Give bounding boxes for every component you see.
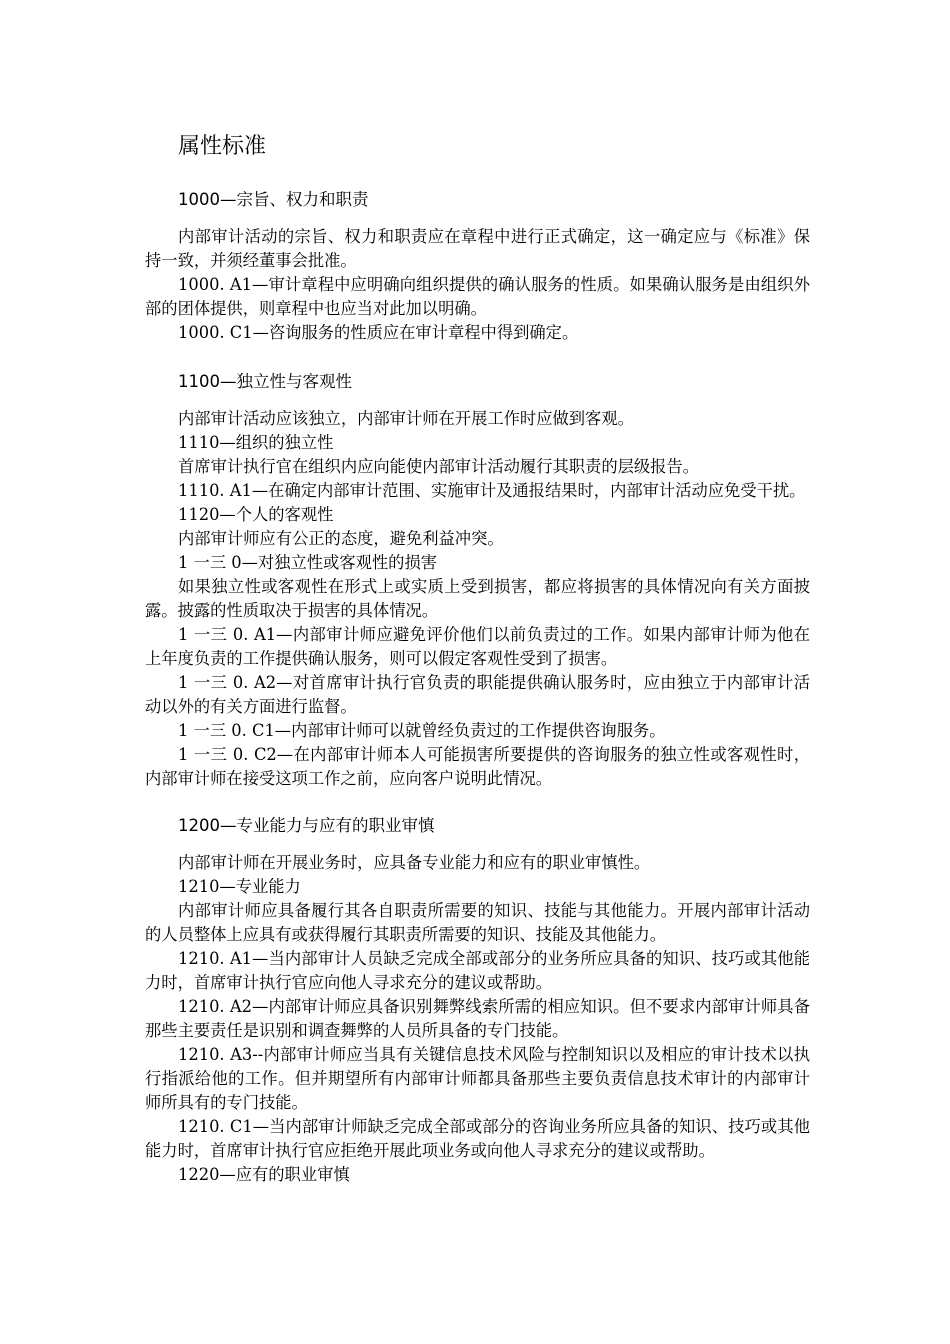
subsection-heading: 1220—应有的职业审慎 [178,1165,350,1184]
paragraph: 1210. A2—内部审计师应具备识别舞弊线索所需的相应知识。但不要求内部审计师具备那些主要责任是识别和调查舞弊的人员所具备的专门技能。 [145,997,810,1040]
section-heading: 1000—宗旨、权力和职责 [178,190,369,209]
section-1100 [145,370,810,791]
paragraph: 内部审计活动应该独立，内部审计师在开展工作时应做到客观。 [178,409,634,428]
document-title: 属性标准 [178,134,267,159]
paragraph: 1 一三 0. A2—对首席审计执行官负责的职能提供确认服务时，应由独立于内部审计活动以外的有关方面进行监督。 [145,673,810,716]
paragraph: 内部审计师应有公正的态度，避免利益冲突。 [178,529,504,548]
subsection-heading: 1210—专业能力 [178,877,301,896]
paragraph: 1 一三 0. A1—内部审计师应避免评价他们以前负责过的工作。如果内部审计师为他在上年度负责的工作提供确认服务，则可以假定客观性受到了损害。 [145,625,810,668]
subsection-heading: 1110—组织的独立性 [178,433,334,452]
paragraph: 1 一三 0. C2—在内部审计师本人可能损害所要提供的咨询服务的独立性或客观性时，内部审计师在接受这项工作之前，应向客户说明此情况。 [145,745,810,788]
section-1200 [145,814,810,1187]
paragraph: 内部审计师在开展业务时，应具备专业能力和应有的职业审慎性。 [178,853,651,872]
paragraph: 1110. A1—在确定内部审计范围、实施审计及通报结果时，内部审计活动应免受干扰。 [178,481,806,500]
paragraph: 如果独立性或客观性在形式上或实质上受到损害，都应将损害的具体情况向有关方面披露。披露的性质取决于损害的具体情况。 [145,577,810,620]
paragraph: 1210. C1—当内部审计师缺乏完成全部或部分的咨询业务所应具备的知识、技巧或其他能力时，首席审计执行官应拒绝开展此项业务或向他人寻求充分的建议或帮助。 [145,1117,810,1160]
paragraph: 内部审计师应具备履行其各自职责所需要的知识、技能与其他能力。开展内部审计活动的人员整体上应具有或获得履行其职责所需要的知识、技能及其他能力。 [145,901,810,944]
section-heading: 1100—独立性与客观性 [178,372,352,391]
subsection-heading: 1120—个人的客观性 [178,505,334,524]
subsection-heading: 1 一三 0—对独立性或客观性的损害 [178,553,438,572]
paragraph: 1210. A3--内部审计师应当具有关键信息技术风险与控制知识以及相应的审计技术以执行指派给他的工作。但并期望所有内部审计师都具备那些主要负责信息技术审计的内部审计师所具有的专门技能。 [145,1045,810,1112]
paragraph: 内部审计活动的宗旨、权力和职责应在章程中进行正式确定，这一确定应与《标准》保持一致，并须经董事会批准。 [145,227,810,270]
paragraph: 1000. A1—审计章程中应明确向组织提供的确认服务的性质。如果确认服务是由组织外部的团体提供，则章程中也应当对此加以明确。 [145,275,810,318]
section-heading: 1200—专业能力与应有的职业审慎 [178,816,435,835]
paragraph: 1 一三 0. C1—内部审计师可以就曾经负责过的工作提供咨询服务。 [178,721,666,740]
section-1000 [145,188,810,345]
paragraph: 1210. A1—当内部审计人员缺乏完成全部或部分的业务所应具备的知识、技巧或其他能力时，首席审计执行官应向他人寻求充分的建议或帮助。 [145,949,810,992]
paragraph: 1000. C1—咨询服务的性质应在审计章程中得到确定。 [178,323,579,342]
paragraph: 首席审计执行官在组织内应向能使内部审计活动履行其职责的层级报告。 [178,457,700,476]
